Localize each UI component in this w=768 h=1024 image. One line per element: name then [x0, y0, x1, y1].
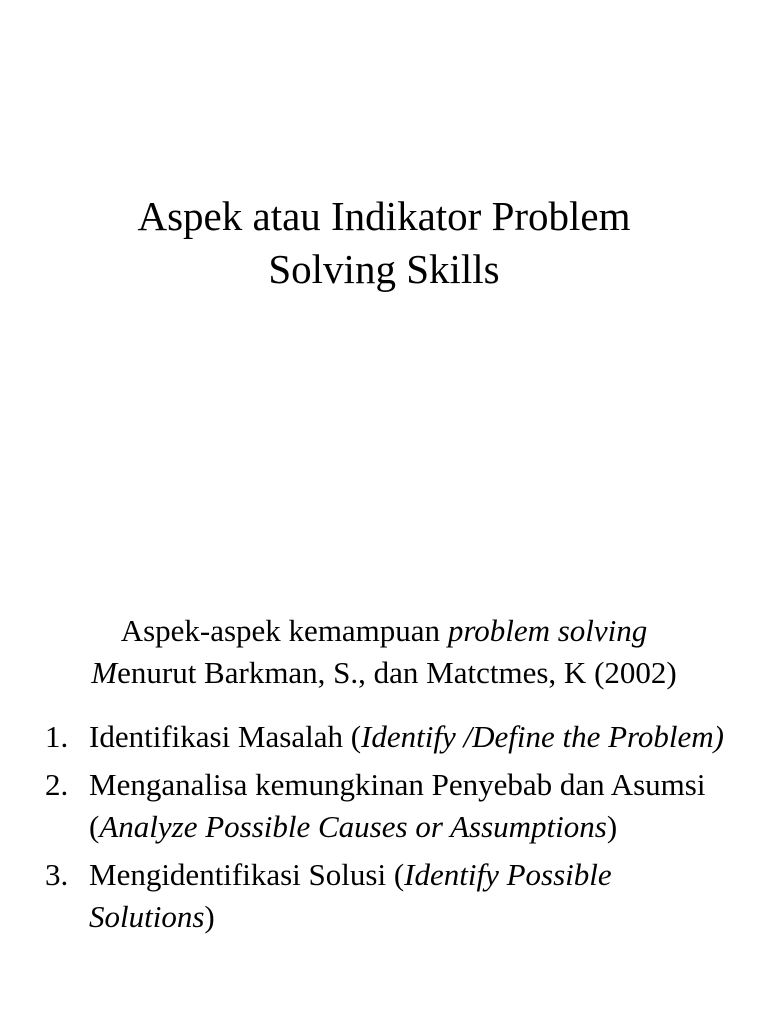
- page-title: [0, 190, 768, 296]
- title-line-2: Solving Skills: [268, 246, 500, 292]
- list-item-text: Mengidentifikasi Solusi (: [89, 857, 405, 892]
- list-item-number: 1.: [45, 719, 69, 754]
- list-item-italic: Identify /Define the Problem): [361, 719, 725, 754]
- subtitle: [0, 610, 768, 694]
- list-item-text: Identifikasi Masalah (: [89, 719, 362, 754]
- subtitle-line-2-italic: M: [91, 655, 118, 690]
- list-item-suffix: ): [606, 809, 618, 844]
- list-item-italic: Identify Possible Solutions: [89, 857, 612, 934]
- list-item: [0, 716, 768, 758]
- list-item-suffix: ): [204, 899, 215, 934]
- list-item: [0, 764, 768, 848]
- list-item-text: Menganalisa kemungkinan Penyebab dan Asumsi (: [89, 767, 706, 844]
- subtitle-line-1-italic: problem solving: [447, 613, 648, 648]
- aspect-list: [0, 716, 768, 944]
- subtitle-line-2: [0, 652, 768, 694]
- subtitle-line-1: [0, 610, 768, 652]
- list-item-italic: Analyze Possible Causes or Assumptions: [99, 809, 607, 844]
- subtitle-line-2-text: enurut Barkman, S., dan Matctmes, K (2002): [117, 655, 677, 690]
- title-line-1: Aspek atau Indikator Problem: [137, 193, 631, 239]
- list-item-number: 3.: [45, 857, 69, 892]
- subtitle-line-1-text: Aspek-aspek kemampuan: [120, 613, 448, 648]
- list-item: [0, 854, 768, 938]
- list-item-number: 2.: [45, 767, 69, 802]
